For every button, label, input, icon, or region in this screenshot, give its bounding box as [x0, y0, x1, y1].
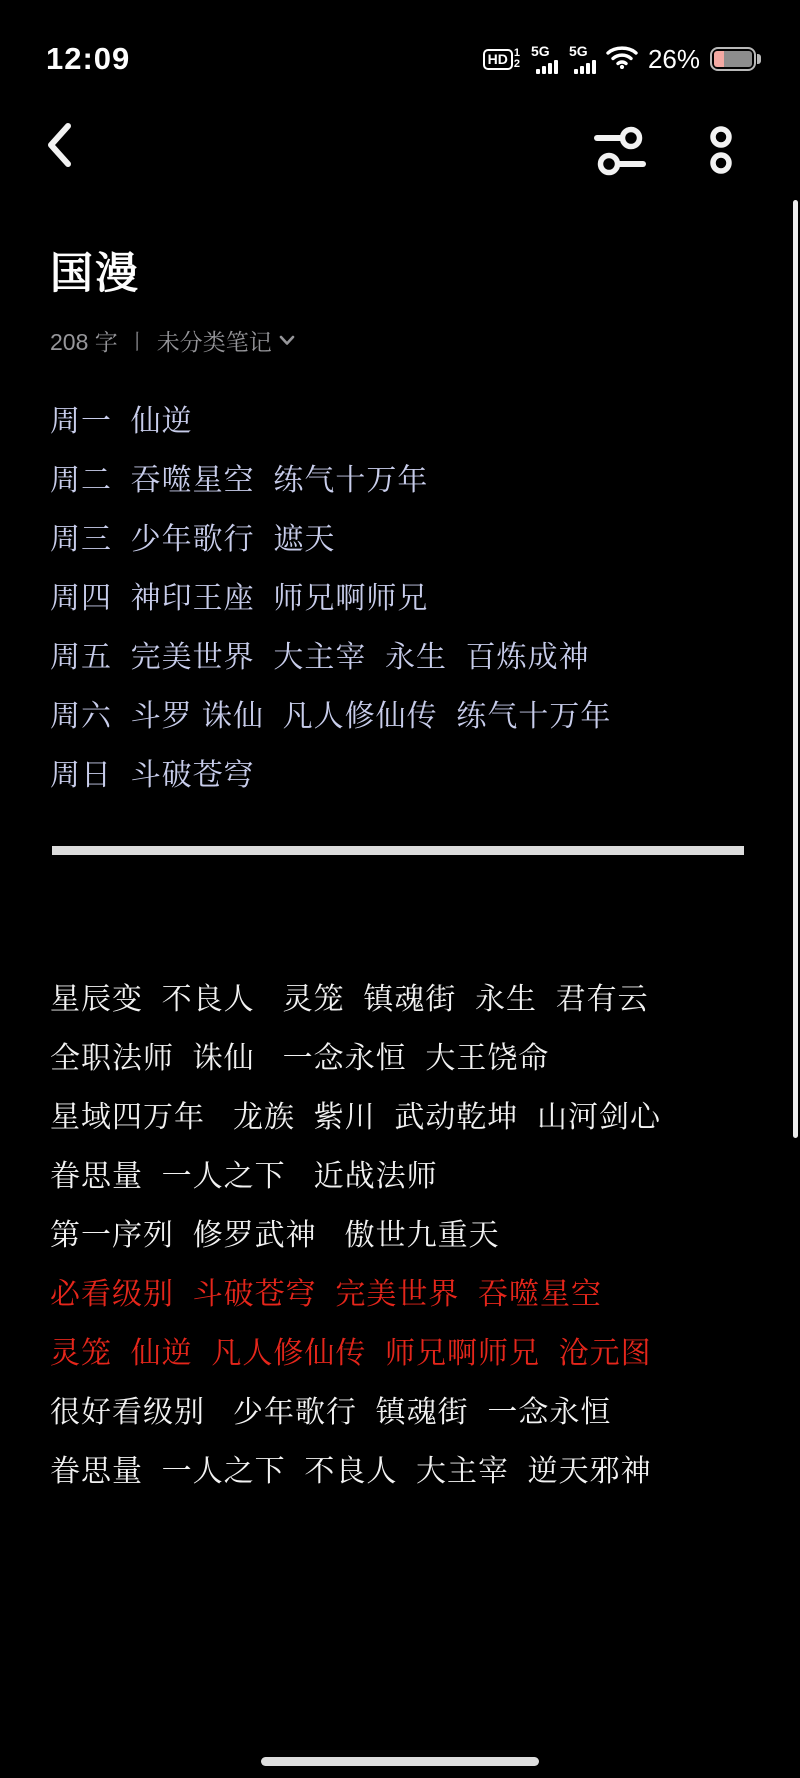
- status-bar: [46, 36, 756, 82]
- schedule-line: 周二 吞噬星空 练气十万年: [50, 463, 429, 497]
- meta-separator: 丨: [126, 330, 148, 354]
- schedule-line: 周六 斗罗 诛仙 凡人修仙传 练气十万年: [50, 699, 612, 733]
- category-label: 未分类笔记: [156, 329, 272, 355]
- schedule-line: 周日 斗破苍穹: [50, 758, 255, 792]
- two-dots-icon: [708, 124, 734, 176]
- battery-icon: [710, 47, 756, 71]
- category-selector[interactable]: [157, 324, 295, 357]
- list-line: 眷思量 一人之下 不良人 大主宰 逆天邪神: [50, 1454, 652, 1488]
- chevron-down-icon: [279, 335, 295, 346]
- wifi-icon: [606, 44, 638, 74]
- more-menu-button[interactable]: [708, 124, 734, 181]
- schedule-line: 周四 神印王座 师兄啊师兄: [50, 581, 429, 615]
- list-line: 眷思量 一人之下 近战法师: [50, 1159, 438, 1193]
- battery-percent: 26%: [647, 43, 700, 74]
- sliders-icon: [594, 124, 646, 178]
- list-line: 星域四万年 龙族 紫川 武动乾坤 山河剑心: [50, 1100, 662, 1134]
- home-indicator[interactable]: [261, 1757, 539, 1766]
- chevron-left-icon: [44, 120, 74, 170]
- signal-sim2-icon: 5G: [568, 45, 596, 74]
- back-button[interactable]: [44, 120, 74, 175]
- word-count: 208 字: [50, 329, 118, 355]
- note-title: 国漫: [50, 250, 140, 298]
- note-content-list[interactable]: [50, 966, 790, 1497]
- volte-hd-icon: HD 1 2: [483, 48, 520, 70]
- adjust-settings-button[interactable]: [594, 124, 646, 183]
- list-line: 很好看级别 少年歌行 镇魂街 一念永恒: [50, 1395, 612, 1429]
- list-line-highlight: 灵笼 仙逆 凡人修仙传 师兄啊师兄 沧元图: [50, 1336, 652, 1370]
- status-icons: [483, 44, 756, 75]
- schedule-line: 周五 完美世界 大主宰 永生 百炼成神: [50, 640, 590, 674]
- schedule-line: 周三 少年歌行 遮天: [50, 522, 336, 556]
- list-line-highlight: 必看级别 斗破苍穹 完美世界 吞噬星空: [50, 1277, 603, 1311]
- clock: 12:09: [46, 41, 131, 76]
- signal-sim1-icon: 5G: [530, 45, 558, 74]
- note-content[interactable]: [50, 388, 790, 801]
- note-meta: [50, 324, 295, 357]
- list-line: 星辰变 不良人 灵笼 镇魂街 永生 君有云: [50, 982, 649, 1016]
- schedule-line: 周一 仙逆: [50, 404, 193, 438]
- list-line: 全职法师 诛仙 一念永恒 大王饶命: [50, 1041, 550, 1075]
- section-divider: [52, 846, 744, 855]
- scrollbar[interactable]: [793, 200, 798, 1138]
- list-line: 第一序列 修罗武神 傲世九重天: [50, 1218, 500, 1252]
